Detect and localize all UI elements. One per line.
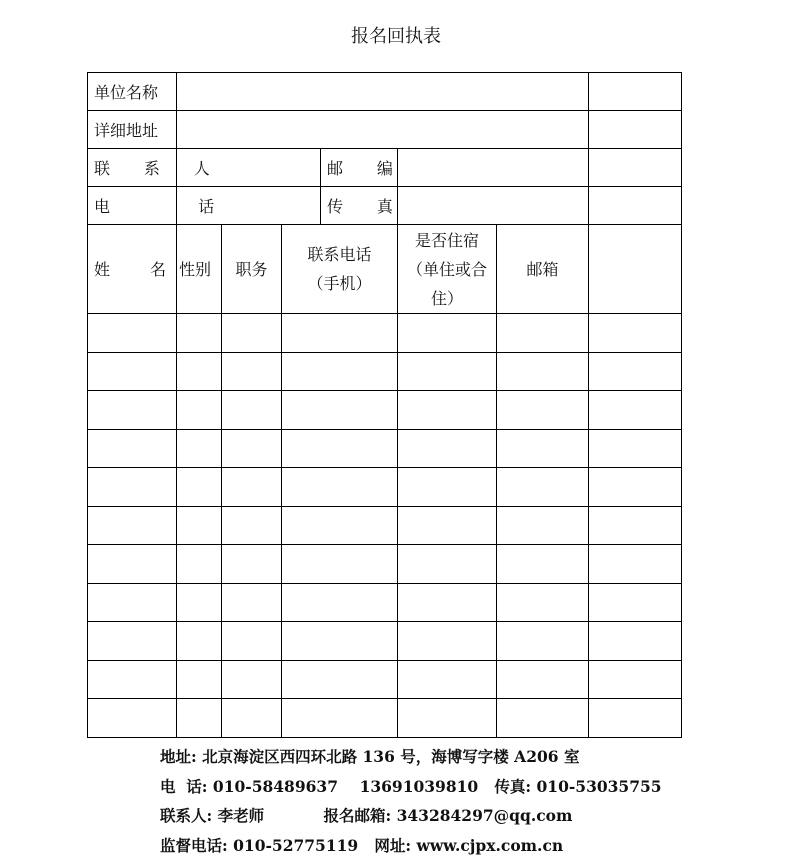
entry-cell[interactable]: [398, 429, 497, 468]
fax-label: 传 真: [321, 187, 398, 225]
entry-cell[interactable]: [177, 429, 222, 468]
entry-cell[interactable]: [222, 391, 282, 430]
entry-cell[interactable]: [398, 583, 497, 622]
entry-cell[interactable]: [282, 660, 398, 699]
entry-cell[interactable]: [177, 352, 222, 391]
unit-name-field[interactable]: [177, 73, 589, 111]
header-position: 职务: [222, 225, 282, 314]
entry-cell[interactable]: [282, 699, 398, 738]
entry-cell[interactable]: [282, 352, 398, 391]
entry-cell[interactable]: [177, 314, 222, 353]
blank-cell[interactable]: [589, 73, 682, 111]
entry-cell[interactable]: [398, 352, 497, 391]
entry-cell[interactable]: [497, 429, 589, 468]
entry-cell[interactable]: [282, 583, 398, 622]
header-email: 邮箱: [497, 225, 589, 314]
entry-cell[interactable]: [282, 468, 398, 507]
entry-cell[interactable]: [88, 545, 177, 584]
entry-cell[interactable]: [282, 429, 398, 468]
entry-cell[interactable]: [282, 391, 398, 430]
table-row: [88, 699, 682, 738]
entry-cell[interactable]: [282, 314, 398, 353]
entry-cell[interactable]: [589, 468, 682, 507]
address-label: 详细地址: [88, 111, 177, 149]
entry-cell[interactable]: [222, 660, 282, 699]
entry-cell[interactable]: [497, 583, 589, 622]
header-gender: 性别: [177, 225, 222, 314]
entry-cell[interactable]: [177, 391, 222, 430]
entry-cell[interactable]: [282, 506, 398, 545]
footer-contact: 联系人: 李老师 报名邮箱: 343284297@qq.com: [160, 801, 662, 831]
registration-form-table: [87, 72, 682, 738]
entry-cell[interactable]: [282, 545, 398, 584]
entry-cell[interactable]: [497, 468, 589, 507]
entry-cell[interactable]: [177, 622, 222, 661]
entry-cell[interactable]: [88, 468, 177, 507]
entry-cell[interactable]: [222, 468, 282, 507]
header-blank: [589, 225, 682, 314]
entry-cell[interactable]: [222, 545, 282, 584]
entry-cell[interactable]: [88, 429, 177, 468]
header-name-b: 名: [150, 255, 166, 284]
entry-cell[interactable]: [177, 660, 222, 699]
phone-label: 电 话: [88, 187, 177, 225]
table-row: [88, 429, 682, 468]
entry-cell[interactable]: [497, 506, 589, 545]
entry-cell[interactable]: [497, 391, 589, 430]
table-row: [88, 506, 682, 545]
entry-cell[interactable]: [398, 468, 497, 507]
table-row: [88, 468, 682, 507]
footer-phone: 电 话: 010-58489637 13691039810 传真: 010-53035755: [160, 772, 662, 802]
blank-cell[interactable]: [589, 111, 682, 149]
fax-field[interactable]: [398, 187, 589, 225]
entry-cell[interactable]: [589, 352, 682, 391]
entry-cell[interactable]: [589, 391, 682, 430]
entry-cell[interactable]: [589, 429, 682, 468]
entry-cell[interactable]: [589, 660, 682, 699]
entry-cell[interactable]: [398, 391, 497, 430]
entry-cell[interactable]: [497, 699, 589, 738]
address-field[interactable]: [177, 111, 589, 149]
entry-cell[interactable]: [222, 429, 282, 468]
header-name: [88, 225, 177, 314]
entry-cell[interactable]: [88, 352, 177, 391]
entry-cell[interactable]: [222, 352, 282, 391]
entry-cell[interactable]: [398, 622, 497, 661]
entry-cell[interactable]: [589, 314, 682, 353]
entry-cell[interactable]: [497, 545, 589, 584]
postcode-field[interactable]: [398, 149, 589, 187]
postcode-label: 邮 编: [321, 149, 398, 187]
entry-cell[interactable]: [282, 622, 398, 661]
table-row: [88, 622, 682, 661]
entry-cell[interactable]: [398, 660, 497, 699]
entry-cell[interactable]: [589, 506, 682, 545]
entry-cell[interactable]: [222, 583, 282, 622]
header-lodging: 是否住宿（单住或合住）: [398, 225, 497, 314]
entry-cell[interactable]: [497, 352, 589, 391]
entry-cell[interactable]: [88, 391, 177, 430]
entry-cell[interactable]: [88, 314, 177, 353]
header-mobile: 联系电话（手机）: [282, 225, 398, 314]
table-row: [88, 352, 682, 391]
unit-name-label: 单位名称: [88, 73, 177, 111]
table-row: [88, 391, 682, 430]
table-row: [88, 583, 682, 622]
table-row: [88, 314, 682, 353]
entry-cell[interactable]: [589, 583, 682, 622]
entry-cell[interactable]: [88, 699, 177, 738]
entry-cell[interactable]: [222, 506, 282, 545]
contact-label: 联 系 人: [88, 149, 177, 187]
entry-cell[interactable]: [222, 699, 282, 738]
entry-cell[interactable]: [177, 545, 222, 584]
page-title: 报名回执表: [0, 22, 792, 48]
table-row: [88, 660, 682, 699]
entry-cell[interactable]: [177, 583, 222, 622]
entry-cell[interactable]: [589, 622, 682, 661]
entry-cell[interactable]: [497, 622, 589, 661]
footer-address: 地址: 北京海淀区西四环北路 136 号，海博写字楼 A206 室: [160, 742, 662, 772]
table-row: [88, 545, 682, 584]
entry-cell[interactable]: [177, 468, 222, 507]
entry-cell[interactable]: [88, 506, 177, 545]
entry-cell[interactable]: [88, 583, 177, 622]
footer-supervision: 监督电话: 010-52775119 网址: www.cjpx.com.cn: [160, 831, 662, 860]
entry-cell[interactable]: [589, 545, 682, 584]
contact-info: [160, 742, 662, 860]
entry-cell[interactable]: [398, 314, 497, 353]
blank-cell[interactable]: [589, 187, 682, 225]
entry-cell[interactable]: [398, 699, 497, 738]
blank-cell[interactable]: [589, 149, 682, 187]
entry-cell[interactable]: [177, 699, 222, 738]
header-name-a: 姓: [94, 255, 110, 284]
entry-cell[interactable]: [398, 506, 497, 545]
entry-cell[interactable]: [177, 506, 222, 545]
entry-cell[interactable]: [88, 622, 177, 661]
entry-cell[interactable]: [222, 314, 282, 353]
entry-cell[interactable]: [222, 622, 282, 661]
entry-cell[interactable]: [497, 660, 589, 699]
entry-cell[interactable]: [398, 545, 497, 584]
entry-cell[interactable]: [589, 699, 682, 738]
entry-cell[interactable]: [497, 314, 589, 353]
entry-cell[interactable]: [88, 660, 177, 699]
